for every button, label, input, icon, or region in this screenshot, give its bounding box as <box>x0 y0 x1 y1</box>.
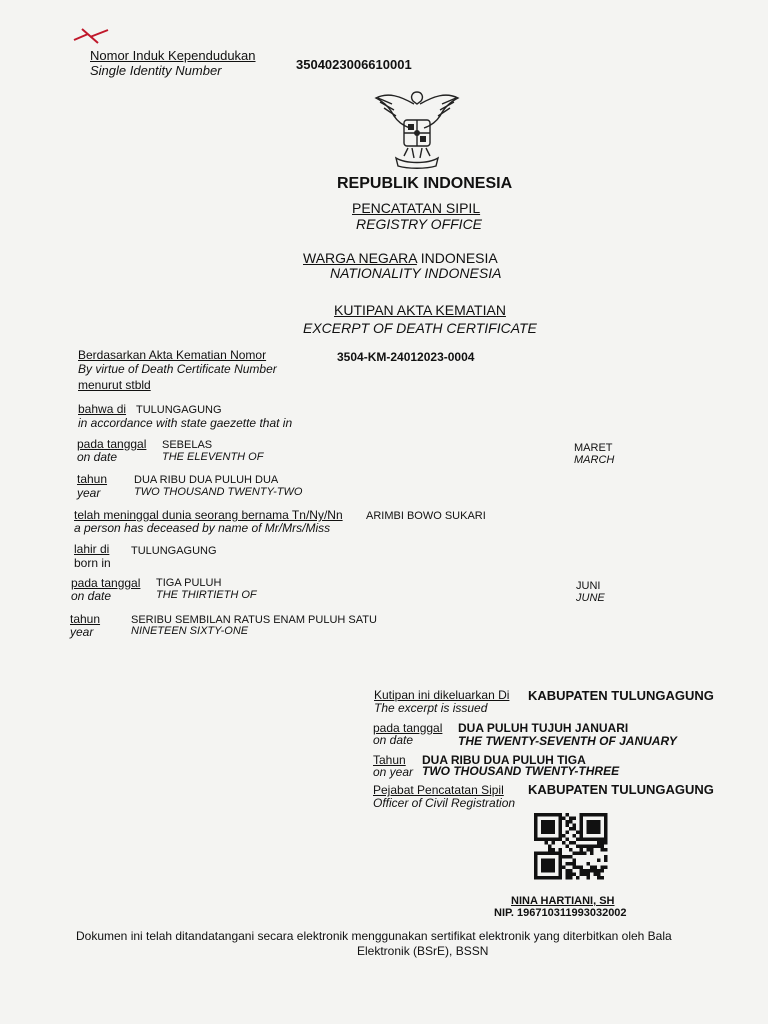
birth-year-value-en: NINETEEN SIXTY-ONE <box>131 625 249 637</box>
footer-line-1: Dokumen ini telah ditandatangani secara elektronik menggunakan sertifikat elektronik yang diterbitkan oleh Bala <box>76 929 672 943</box>
death-place-label: bahwa di <box>78 402 127 416</box>
birth-date-value: TIGA PULUH <box>156 577 222 589</box>
cert-number-label-en: By virtue of Death Certificate Number <box>78 362 277 376</box>
issued-value: KABUPATEN TULUNGAGUNG <box>528 688 714 703</box>
garuda-emblem-icon <box>370 86 464 170</box>
birth-date-label: pada tanggal <box>71 576 141 590</box>
deceased-name-value: ARIMBI BOWO SUKARI <box>366 510 486 522</box>
issue-date-label: pada tanggal <box>373 721 443 735</box>
nik-label: Nomor Induk Kependudukan <box>90 48 256 63</box>
issue-year-label-en: on year <box>373 765 414 779</box>
cert-number-label: Berdasarkan Akta Kematian Nomor <box>78 348 267 362</box>
document-title: KUTIPAN AKTA KEMATIAN <box>334 302 506 318</box>
nationality-row-en <box>330 265 501 281</box>
officer-label: Pejabat Pencatatan Sipil <box>373 783 504 797</box>
death-place-value: TULUNGAGUNG <box>136 404 222 416</box>
issue-year-value-en: TWO THOUSAND TWENTY-THREE <box>422 764 620 778</box>
nik-value: 3504023006610001 <box>296 57 412 72</box>
officer-label-en: Officer of Civil Registration <box>373 796 516 810</box>
issued-label: Kutipan ini dikeluarkan Di <box>374 688 510 702</box>
death-year-value-en: TWO THOUSAND TWENTY-TWO <box>134 486 303 498</box>
red-check-mark-icon <box>68 26 112 46</box>
qr-code-icon[interactable] <box>533 812 609 880</box>
death-date-value-en: THE ELEVENTH OF <box>162 451 264 463</box>
republic-title: REPUBLIK INDONESIA <box>337 175 513 192</box>
signatory-name: NINA HARTIANI, SH <box>511 895 615 907</box>
office-title: PENCATATAN SIPIL <box>352 200 481 216</box>
birth-place-label-en: born in <box>74 556 111 570</box>
nik-label-en: Single Identity Number <box>90 63 222 78</box>
document-title-en: EXCERPT OF DEATH CERTIFICATE <box>303 320 537 336</box>
footer-line-2: Elektronik (BSrE), BSSN <box>357 944 489 958</box>
stbld-label: menurut stbld <box>78 378 151 392</box>
death-year-label-en: year <box>77 486 101 500</box>
birth-year-label: tahun <box>70 612 101 626</box>
nationality-label-en: NATIONALITY <box>330 265 421 281</box>
officer-value: KABUPATEN TULUNGAGUNG <box>528 782 714 797</box>
death-date-label: pada tanggal <box>77 437 147 451</box>
death-date-label-en: on date <box>77 450 118 464</box>
birth-place-label: lahir di <box>74 542 110 556</box>
birth-month: JUNI <box>576 580 601 592</box>
nationality-value-en: INDONESIA <box>424 265 502 281</box>
cert-number-value: 3504-KM-24012023-0004 <box>337 350 475 364</box>
birth-year-value: SERIBU SEMBILAN RATUS ENAM PULUH SATU <box>131 614 377 626</box>
death-year-value: DUA RIBU DUA PULUH DUA <box>134 474 279 486</box>
birth-month-en: JUNE <box>576 592 605 604</box>
nationality-row <box>303 250 498 266</box>
issue-date-value-en: THE TWENTY-SEVENTH OF JANUARY <box>458 734 677 748</box>
death-month: MARET <box>574 442 613 454</box>
death-date-value: SEBELAS <box>162 439 213 451</box>
nationality-value: INDONESIA <box>420 250 498 266</box>
birth-place-value: TULUNGAGUNG <box>131 545 217 557</box>
issue-date-label-en: on date <box>373 733 414 747</box>
issued-label-en: The excerpt is issued <box>374 701 488 715</box>
deceased-name-label-en: a person has deceased by name of Mr/Mrs/Miss <box>74 521 331 535</box>
signatory-nip: NIP. 196710311993032002 <box>494 907 627 919</box>
death-place-label-en: in accordance with state gaezette that in <box>78 416 293 430</box>
office-title-en: REGISTRY OFFICE <box>356 216 483 232</box>
issue-date-value: DUA PULUH TUJUH JANUARI <box>458 721 629 735</box>
death-year-label: tahun <box>77 472 108 486</box>
death-month-en: MARCH <box>574 454 615 466</box>
birth-year-label-en: year <box>70 625 94 639</box>
birth-date-value-en: THE THIRTIETH OF <box>156 589 257 601</box>
deceased-name-label: telah meninggal dunia seorang bernama Tn/Ny/Nn <box>74 508 343 522</box>
issue-year-value: DUA RIBU DUA PULUH TIGA <box>422 753 586 767</box>
nationality-label: WARGA NEGARA <box>303 250 417 266</box>
birth-date-label-en: on date <box>71 589 112 603</box>
issue-year-label: Tahun <box>373 753 406 767</box>
